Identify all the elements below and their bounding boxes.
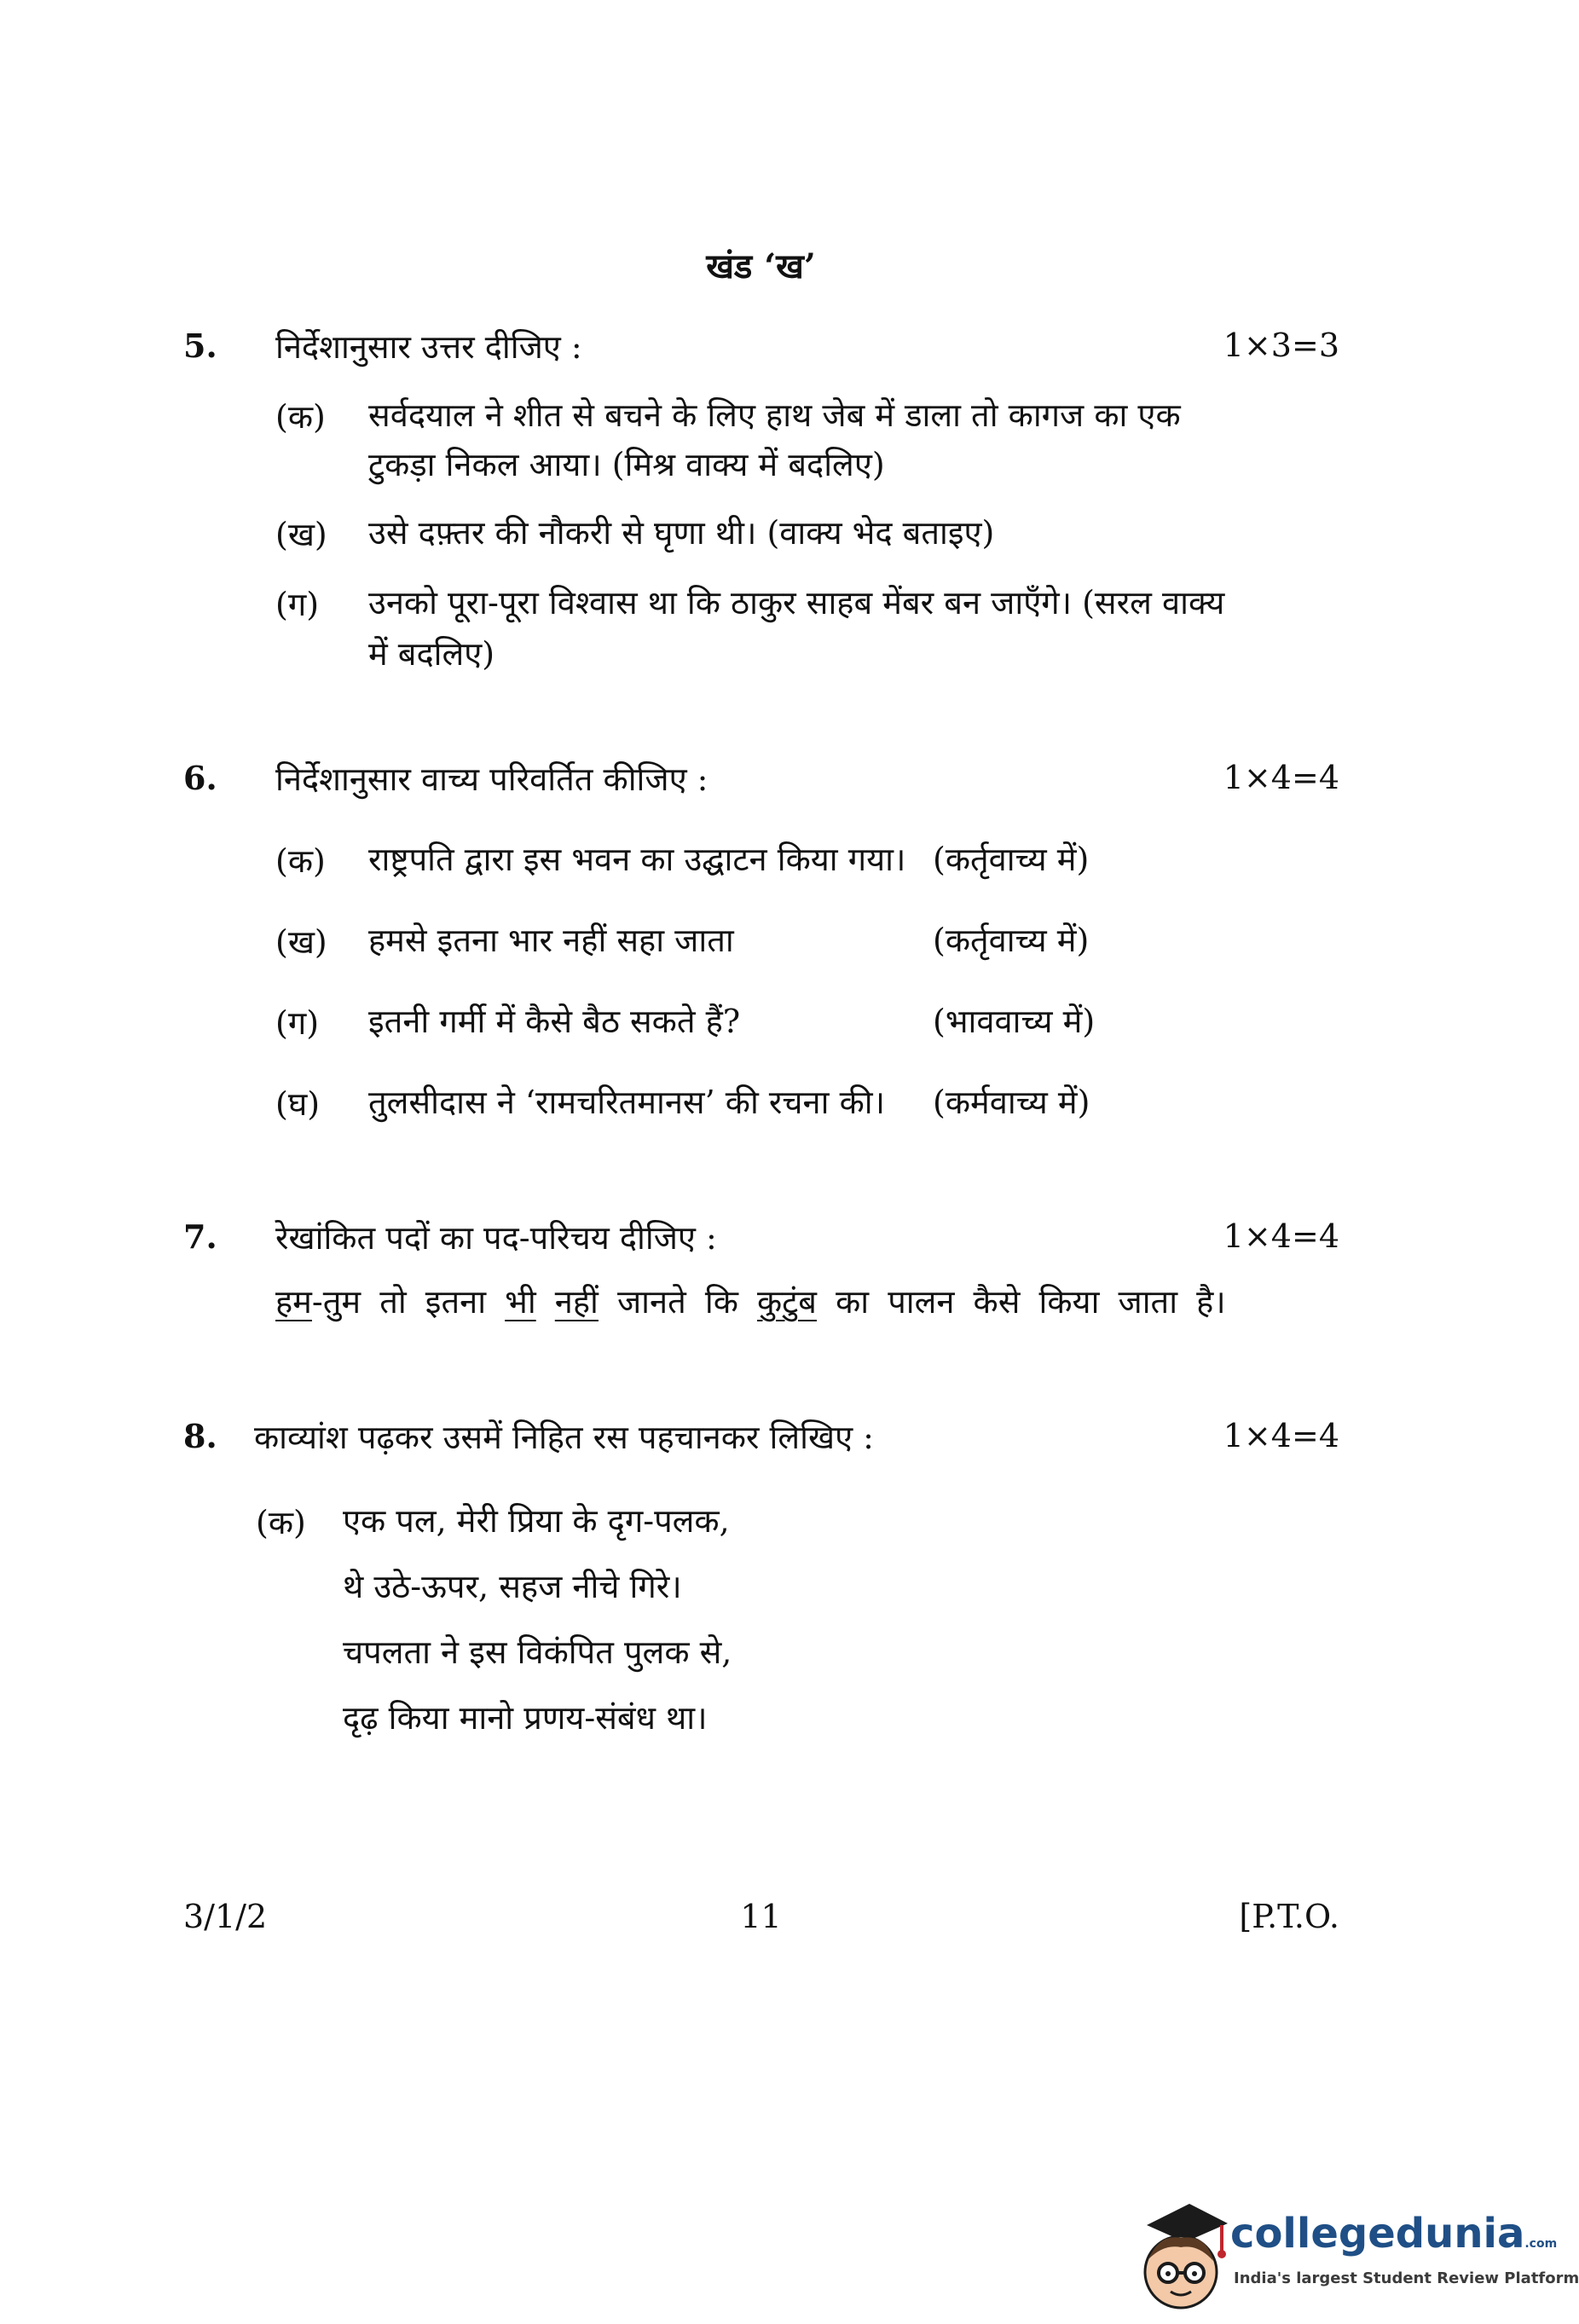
question-5-number: 5. xyxy=(183,327,217,365)
q6-part-kha-sentence: हमसे इतना भार नहीं सहा जाता xyxy=(368,922,734,959)
paper-code: 3/1/2 xyxy=(183,1898,268,1935)
question-5-marks: 1×3=3 xyxy=(1223,327,1339,364)
q6-part-kha-voice: (कर्तृवाच्य में) xyxy=(933,922,1090,959)
question-8-marks: 1×4=4 xyxy=(1223,1417,1339,1454)
q5-part-ka-line2: टुकड़ा निकल आया। (मिश्र वाक्य में बदलिए) xyxy=(368,446,885,483)
q7-text-segment xyxy=(536,1283,555,1321)
question-5-text: निर्देशानुसार उत्तर दीजिए : xyxy=(275,328,582,366)
q5-part-ga-line1: उनको पूरा-पूरा विश्वास था कि ठाकुर साहब मेंबर बन जाएँगे। (सरल वाक्य xyxy=(368,584,1225,621)
verse-line-2: थे उठे-ऊपर, सहज नीचे गिरे। xyxy=(343,1568,682,1605)
q6-part-ga-sentence: इतनी गर्मी में कैसे बैठ सकते हैं? xyxy=(368,1003,741,1040)
collegedunia-watermark xyxy=(1130,2191,1579,2319)
verse-line-4: दृढ़ किया मानो प्रणय-संबंध था। xyxy=(343,1699,708,1737)
q5-part-ka-label: (क) xyxy=(275,398,326,436)
question-7-marks: 1×4=4 xyxy=(1223,1217,1339,1255)
verse-line-1: एक पल, मेरी प्रिया के दृग-पलक, xyxy=(343,1502,730,1540)
underlined-word: नहीं xyxy=(554,1283,599,1321)
underlined-word: कुटुंब xyxy=(756,1283,818,1321)
q5-part-ga-label: (ग) xyxy=(275,586,320,623)
q6-part-ka-label: (क) xyxy=(275,842,326,880)
q5-part-kha-label: (ख) xyxy=(275,516,327,553)
q5-part-ka-line1: सर्वदयाल ने शीत से बचने के लिए हाथ जेब में डाला तो कागज का एक xyxy=(368,396,1181,434)
q6-part-ka-sentence: राष्ट्रपति द्वारा इस भवन का उद्घाटन किया गया। xyxy=(368,841,906,878)
q7-text-segment: जानते कि xyxy=(598,1283,757,1321)
question-6-marks: 1×4=4 xyxy=(1223,759,1339,796)
q6-part-gha-voice: (कर्मवाच्य में) xyxy=(933,1084,1090,1121)
brand-text: collegedunia xyxy=(1230,2210,1525,2258)
q6-part-ga-label: (ग) xyxy=(275,1004,320,1042)
page-number: 11 xyxy=(740,1898,782,1935)
q6-part-gha-sentence: तुलसीदास ने ‘रामचरितमानस’ की रचना की। xyxy=(368,1084,885,1121)
question-8-number: 8. xyxy=(183,1417,217,1455)
q7-text-segment: का पालन कैसे किया जाता है। xyxy=(817,1283,1226,1321)
underlined-word: भी xyxy=(505,1283,536,1321)
q6-part-ka-voice: (कर्तृवाच्य में) xyxy=(933,841,1090,878)
pto-marker: [P.T.O. xyxy=(1239,1898,1339,1935)
section-heading: खंड ‘ख’ xyxy=(706,246,816,286)
question-8-text: काव्यांश पढ़कर उसमें निहित रस पहचानकर लिखिए : xyxy=(254,1419,874,1456)
question-6-text: निर्देशानुसार वाच्य परिवर्तित कीजिए : xyxy=(275,760,709,798)
q6-part-ga-voice: (भाववाच्य में) xyxy=(933,1003,1096,1040)
brand-tagline: India's largest Student Review Platform xyxy=(1234,2269,1579,2287)
underlined-word: हम xyxy=(275,1283,312,1321)
q6-part-kha-label: (ख) xyxy=(275,923,327,961)
student-mascot-icon xyxy=(1130,2191,1232,2319)
question-7-text: रेखांकित पदों का पद-परिचय दीजिए : xyxy=(275,1219,717,1257)
q8-part-ka-label: (क) xyxy=(256,1504,306,1541)
verse-line-3: चपलता ने इस विकंपित पुलक से, xyxy=(343,1633,732,1671)
q6-part-gha-label: (घ) xyxy=(275,1085,321,1123)
q7-text-segment: -तुम तो इतना xyxy=(311,1283,506,1321)
brand-name xyxy=(1230,2210,1557,2258)
question-6-number: 6. xyxy=(183,759,217,797)
brand-suffix: .com xyxy=(1524,2237,1558,2251)
q5-part-kha-line1: उसे दफ़्तर की नौकरी से घृणा थी। (वाक्य भेद बताइए) xyxy=(368,514,995,552)
q7-sentence xyxy=(275,1279,1226,1323)
question-7-number: 7. xyxy=(183,1217,217,1256)
q5-part-ga-line2: में बदलिए) xyxy=(368,635,495,673)
